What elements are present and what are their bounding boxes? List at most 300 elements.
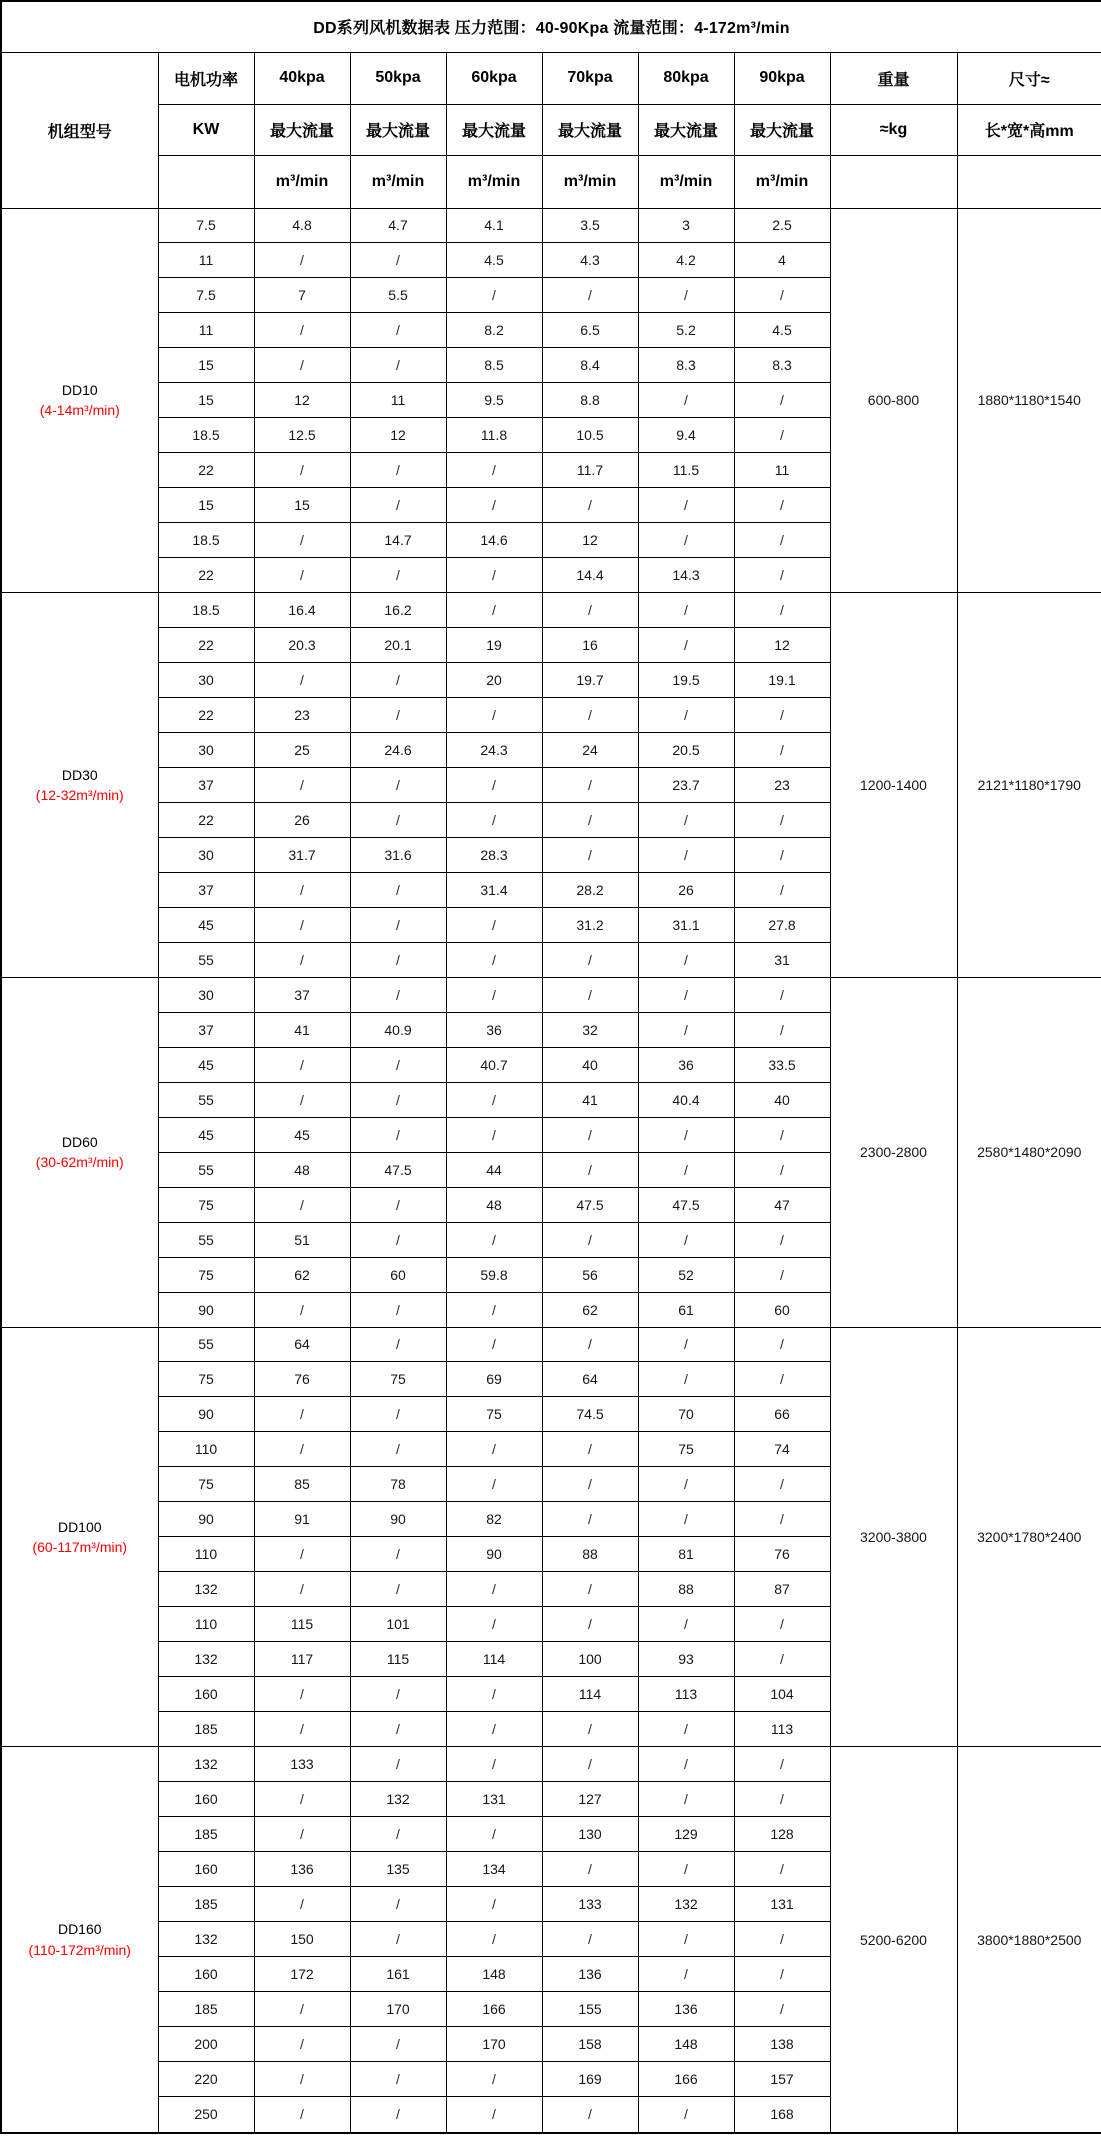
- flow-cell: /: [350, 348, 446, 383]
- weight-cell: 600-800: [830, 208, 957, 593]
- flow-cell: /: [350, 698, 446, 733]
- flow-cell: 166: [638, 2061, 734, 2096]
- flow-cell: /: [446, 907, 542, 942]
- size-cell: 3800*1880*2500: [957, 1747, 1101, 2133]
- header-row-3: [1, 155, 1101, 208]
- flow-cell: /: [638, 802, 734, 837]
- flow-cell: /: [446, 1467, 542, 1502]
- flow-cell: 129: [638, 1817, 734, 1852]
- flow-cell: /: [638, 1852, 734, 1887]
- flow-cell: 44: [446, 1152, 542, 1187]
- kw-cell: 160: [158, 1677, 254, 1712]
- flow-cell: /: [638, 278, 734, 313]
- flow-cell: /: [734, 1467, 830, 1502]
- flow-cell: 56: [542, 1257, 638, 1292]
- flow-cell: /: [446, 1117, 542, 1152]
- flow-cell: /: [734, 383, 830, 418]
- flow-cell: /: [638, 523, 734, 558]
- weight-cell: 3200-3800: [830, 1327, 957, 1747]
- flow-cell: 113: [734, 1712, 830, 1747]
- kw-cell: 45: [158, 1117, 254, 1152]
- flow-cell: 62: [254, 1257, 350, 1292]
- flow-cell: 114: [542, 1677, 638, 1712]
- flow-cell: /: [350, 1117, 446, 1152]
- kw-cell: 22: [158, 453, 254, 488]
- kw-cell: 185: [158, 1817, 254, 1852]
- table-row: [1, 977, 1101, 1012]
- flow-cell: /: [734, 1782, 830, 1817]
- kw-cell: 45: [158, 907, 254, 942]
- flow-cell: /: [446, 1327, 542, 1362]
- flow-cell: 75: [446, 1397, 542, 1432]
- model-flow-range: (30-62m³/min): [35, 1154, 124, 1171]
- kw-cell: 250: [158, 2096, 254, 2133]
- model-cell: [1, 1327, 158, 1747]
- flow-cell: 31.7: [254, 837, 350, 872]
- model-cell: [1, 1747, 158, 2133]
- table-body: [1, 208, 1101, 2133]
- flow-cell: 24.3: [446, 733, 542, 768]
- flow-cell: 19.1: [734, 663, 830, 698]
- flow-cell: /: [254, 243, 350, 278]
- header-empty: [830, 155, 957, 208]
- flow-cell: 4.1: [446, 208, 542, 243]
- flow-cell: /: [350, 243, 446, 278]
- flow-cell: /: [542, 977, 638, 1012]
- flow-cell: /: [446, 593, 542, 628]
- kw-cell: 160: [158, 1956, 254, 1991]
- header-row-2: [1, 104, 1101, 155]
- kw-cell: 18.5: [158, 418, 254, 453]
- flow-cell: 115: [254, 1607, 350, 1642]
- flow-cell: /: [542, 698, 638, 733]
- flow-cell: 69: [446, 1362, 542, 1397]
- flow-cell: 52: [638, 1257, 734, 1292]
- flow-cell: /: [446, 1747, 542, 1782]
- kw-cell: 110: [158, 1607, 254, 1642]
- flow-cell: /: [254, 2096, 350, 2133]
- flow-cell: /: [734, 1747, 830, 1782]
- flow-cell: 155: [542, 1991, 638, 2026]
- header-flow-unit: m³/min: [350, 155, 446, 208]
- flow-cell: /: [734, 1222, 830, 1257]
- kw-cell: 132: [158, 1921, 254, 1956]
- flow-cell: 81: [638, 1537, 734, 1572]
- flow-cell: 104: [734, 1677, 830, 1712]
- flow-cell: /: [542, 1502, 638, 1537]
- flow-cell: 136: [254, 1852, 350, 1887]
- kw-cell: 90: [158, 1292, 254, 1327]
- flow-cell: /: [350, 1921, 446, 1956]
- flow-cell: /: [734, 1012, 830, 1047]
- flow-cell: /: [446, 1607, 542, 1642]
- header-max-flow: 最大流量: [542, 104, 638, 155]
- flow-cell: /: [638, 977, 734, 1012]
- header-pressure-40kpa: 40kpa: [254, 52, 350, 104]
- flow-cell: 132: [350, 1782, 446, 1817]
- flow-cell: 47: [734, 1187, 830, 1222]
- flow-cell: /: [254, 1712, 350, 1747]
- flow-cell: /: [542, 1327, 638, 1362]
- flow-cell: /: [350, 1292, 446, 1327]
- flow-cell: 28.2: [542, 872, 638, 907]
- kw-cell: 90: [158, 1397, 254, 1432]
- model-cell: [1, 977, 158, 1327]
- kw-cell: 200: [158, 2026, 254, 2061]
- flow-cell: /: [254, 1537, 350, 1572]
- flow-cell: 31.2: [542, 907, 638, 942]
- flow-cell: /: [734, 278, 830, 313]
- flow-cell: /: [638, 698, 734, 733]
- flow-cell: /: [734, 418, 830, 453]
- kw-cell: 160: [158, 1782, 254, 1817]
- flow-cell: 28.3: [446, 837, 542, 872]
- flow-cell: 90: [446, 1537, 542, 1572]
- flow-cell: 148: [446, 1956, 542, 1991]
- flow-cell: /: [350, 488, 446, 523]
- kw-cell: 110: [158, 1537, 254, 1572]
- kw-cell: 132: [158, 1572, 254, 1607]
- flow-cell: /: [638, 628, 734, 663]
- flow-cell: 87: [734, 1572, 830, 1607]
- kw-cell: 15: [158, 383, 254, 418]
- flow-cell: 33.5: [734, 1047, 830, 1082]
- flow-cell: 75: [638, 1432, 734, 1467]
- flow-cell: /: [254, 1782, 350, 1817]
- flow-cell: /: [254, 1432, 350, 1467]
- flow-cell: /: [638, 1921, 734, 1956]
- header-max-flow: 最大流量: [734, 104, 830, 155]
- flow-cell: 157: [734, 2061, 830, 2096]
- flow-cell: 62: [542, 1292, 638, 1327]
- flow-cell: 168: [734, 2096, 830, 2133]
- flow-cell: 6.5: [542, 313, 638, 348]
- kw-cell: 75: [158, 1257, 254, 1292]
- flow-cell: 31.4: [446, 872, 542, 907]
- flow-cell: /: [638, 1607, 734, 1642]
- flow-cell: /: [254, 1047, 350, 1082]
- flow-cell: /: [350, 1747, 446, 1782]
- flow-cell: 20.3: [254, 628, 350, 663]
- flow-cell: 3.5: [542, 208, 638, 243]
- flow-cell: 113: [638, 1677, 734, 1712]
- flow-cell: 41: [254, 1012, 350, 1047]
- flow-cell: 16.4: [254, 593, 350, 628]
- flow-cell: /: [350, 1397, 446, 1432]
- flow-cell: /: [446, 1292, 542, 1327]
- kw-cell: 55: [158, 942, 254, 977]
- flow-cell: 31.6: [350, 837, 446, 872]
- flow-cell: 128: [734, 1817, 830, 1852]
- kw-cell: 160: [158, 1852, 254, 1887]
- flow-cell: /: [446, 1817, 542, 1852]
- weight-cell: 1200-1400: [830, 593, 957, 978]
- header-weight: 重量: [830, 52, 957, 104]
- flow-cell: 41: [542, 1082, 638, 1117]
- flow-cell: 32: [542, 1012, 638, 1047]
- kw-cell: 7.5: [158, 278, 254, 313]
- flow-cell: /: [350, 1712, 446, 1747]
- flow-cell: 24: [542, 733, 638, 768]
- flow-cell: /: [254, 1887, 350, 1922]
- flow-cell: /: [542, 1607, 638, 1642]
- kw-cell: 185: [158, 1712, 254, 1747]
- flow-cell: 4.5: [446, 243, 542, 278]
- kw-cell: 220: [158, 2061, 254, 2096]
- model-flow-range: (12-32m³/min): [35, 786, 124, 803]
- flow-cell: 170: [350, 1991, 446, 2026]
- header-flow-unit: m³/min: [542, 155, 638, 208]
- flow-cell: /: [254, 768, 350, 803]
- flow-cell: 8.5: [446, 348, 542, 383]
- flow-cell: /: [638, 837, 734, 872]
- flow-cell: /: [446, 2096, 542, 2133]
- header-pressure-80kpa: 80kpa: [638, 52, 734, 104]
- flow-cell: 8.4: [542, 348, 638, 383]
- flow-cell: /: [446, 2061, 542, 2096]
- kw-cell: 30: [158, 663, 254, 698]
- flow-cell: /: [446, 1082, 542, 1117]
- flow-cell: /: [734, 1327, 830, 1362]
- kw-cell: 11: [158, 313, 254, 348]
- flow-cell: 60: [734, 1292, 830, 1327]
- flow-cell: /: [350, 1187, 446, 1222]
- flow-cell: 74: [734, 1432, 830, 1467]
- flow-cell: /: [446, 278, 542, 313]
- flow-cell: /: [638, 2096, 734, 2133]
- flow-cell: 47.5: [638, 1187, 734, 1222]
- model-flow-range: (4-14m³/min): [39, 402, 120, 419]
- flow-cell: /: [446, 802, 542, 837]
- kw-cell: 37: [158, 1012, 254, 1047]
- flow-cell: /: [350, 663, 446, 698]
- flow-cell: 136: [638, 1991, 734, 2026]
- size-cell: 1880*1180*1540: [957, 208, 1101, 593]
- flow-cell: /: [542, 768, 638, 803]
- flow-cell: /: [542, 1432, 638, 1467]
- flow-cell: /: [254, 2061, 350, 2096]
- kw-cell: 22: [158, 802, 254, 837]
- flow-cell: 9.4: [638, 418, 734, 453]
- kw-cell: 30: [158, 837, 254, 872]
- flow-cell: /: [446, 488, 542, 523]
- flow-cell: /: [638, 1747, 734, 1782]
- flow-cell: /: [446, 1677, 542, 1712]
- flow-cell: /: [350, 1082, 446, 1117]
- flow-cell: /: [638, 1222, 734, 1257]
- title-row: [1, 1, 1101, 52]
- flow-cell: 11.5: [638, 453, 734, 488]
- table-row: [1, 208, 1101, 243]
- kw-cell: 22: [158, 628, 254, 663]
- flow-cell: /: [350, 313, 446, 348]
- flow-cell: /: [350, 977, 446, 1012]
- flow-cell: /: [542, 942, 638, 977]
- flow-cell: /: [254, 1677, 350, 1712]
- flow-cell: /: [254, 1187, 350, 1222]
- flow-cell: /: [542, 488, 638, 523]
- header-size: 尺寸≈: [957, 52, 1101, 104]
- flow-cell: 12: [734, 628, 830, 663]
- flow-cell: 131: [446, 1782, 542, 1817]
- flow-cell: 133: [254, 1747, 350, 1782]
- flow-cell: /: [350, 802, 446, 837]
- flow-cell: /: [446, 1222, 542, 1257]
- flow-cell: 4.2: [638, 243, 734, 278]
- model-flow-range: (110-172m³/min): [28, 1941, 131, 1958]
- flow-cell: 9.5: [446, 383, 542, 418]
- flow-cell: /: [638, 488, 734, 523]
- size-cell: 2580*1480*2090: [957, 977, 1101, 1327]
- flow-cell: 158: [542, 2026, 638, 2061]
- flow-cell: /: [542, 1572, 638, 1607]
- flow-cell: 45: [254, 1117, 350, 1152]
- flow-cell: /: [446, 977, 542, 1012]
- flow-cell: /: [254, 872, 350, 907]
- flow-cell: 19: [446, 628, 542, 663]
- flow-cell: 24.6: [350, 733, 446, 768]
- flow-cell: /: [734, 1117, 830, 1152]
- flow-cell: 117: [254, 1642, 350, 1677]
- flow-cell: /: [638, 1152, 734, 1187]
- kw-cell: 55: [158, 1152, 254, 1187]
- flow-cell: 66: [734, 1397, 830, 1432]
- kw-cell: 22: [158, 698, 254, 733]
- flow-cell: /: [350, 1537, 446, 1572]
- flow-cell: /: [350, 2096, 446, 2133]
- flow-cell: /: [734, 1956, 830, 1991]
- flow-cell: /: [734, 1991, 830, 2026]
- flow-cell: 47.5: [542, 1187, 638, 1222]
- flow-cell: /: [542, 278, 638, 313]
- flow-cell: 23: [254, 698, 350, 733]
- flow-cell: /: [734, 488, 830, 523]
- flow-cell: /: [254, 663, 350, 698]
- flow-cell: 74.5: [542, 1397, 638, 1432]
- flow-cell: /: [254, 453, 350, 488]
- flow-cell: /: [350, 1222, 446, 1257]
- flow-cell: /: [638, 1782, 734, 1817]
- flow-cell: /: [638, 1956, 734, 1991]
- kw-cell: 185: [158, 1991, 254, 2026]
- flow-cell: 23.7: [638, 768, 734, 803]
- flow-cell: 4.5: [734, 313, 830, 348]
- flow-cell: /: [542, 1467, 638, 1502]
- kw-cell: 75: [158, 1467, 254, 1502]
- flow-cell: /: [446, 698, 542, 733]
- flow-cell: /: [446, 1921, 542, 1956]
- flow-cell: 36: [638, 1047, 734, 1082]
- flow-cell: 3: [638, 208, 734, 243]
- header-pressure-90kpa: 90kpa: [734, 52, 830, 104]
- flow-cell: 90: [350, 1502, 446, 1537]
- flow-cell: 11: [350, 383, 446, 418]
- flow-cell: 8.3: [638, 348, 734, 383]
- flow-cell: 138: [734, 2026, 830, 2061]
- kw-cell: 55: [158, 1222, 254, 1257]
- flow-cell: 12: [254, 383, 350, 418]
- kw-cell: 55: [158, 1082, 254, 1117]
- flow-cell: 64: [254, 1327, 350, 1362]
- flow-cell: /: [446, 453, 542, 488]
- kw-cell: 75: [158, 1187, 254, 1222]
- flow-cell: 60: [350, 1257, 446, 1292]
- flow-cell: 48: [254, 1152, 350, 1187]
- flow-cell: /: [350, 1572, 446, 1607]
- kw-cell: 18.5: [158, 523, 254, 558]
- flow-cell: /: [734, 1152, 830, 1187]
- flow-cell: /: [350, 1047, 446, 1082]
- flow-cell: 5.5: [350, 278, 446, 313]
- flow-cell: /: [734, 1362, 830, 1397]
- flow-cell: /: [446, 1432, 542, 1467]
- flow-cell: 14.3: [638, 558, 734, 593]
- flow-cell: 40: [542, 1047, 638, 1082]
- size-cell: 2121*1180*1790: [957, 593, 1101, 978]
- flow-cell: /: [734, 837, 830, 872]
- kw-cell: 15: [158, 348, 254, 383]
- kw-cell: 110: [158, 1432, 254, 1467]
- flow-cell: /: [734, 558, 830, 593]
- flow-cell: /: [446, 942, 542, 977]
- kw-cell: 45: [158, 1047, 254, 1082]
- flow-cell: 4.3: [542, 243, 638, 278]
- flow-cell: /: [350, 1817, 446, 1852]
- header-pressure-70kpa: 70kpa: [542, 52, 638, 104]
- flow-cell: 150: [254, 1921, 350, 1956]
- flow-cell: /: [350, 2026, 446, 2061]
- flow-cell: 148: [638, 2026, 734, 2061]
- kw-cell: 18.5: [158, 593, 254, 628]
- header-flow-unit: m³/min: [638, 155, 734, 208]
- flow-cell: /: [446, 1572, 542, 1607]
- flow-cell: 5.2: [638, 313, 734, 348]
- header-flow-unit: m³/min: [446, 155, 542, 208]
- flow-cell: 100: [542, 1642, 638, 1677]
- header-flow-unit: m³/min: [254, 155, 350, 208]
- flow-cell: 19.5: [638, 663, 734, 698]
- flow-cell: 16: [542, 628, 638, 663]
- header-row-1: [1, 52, 1101, 104]
- kw-cell: 22: [158, 558, 254, 593]
- kw-cell: 37: [158, 872, 254, 907]
- model-cell: [1, 593, 158, 978]
- flow-cell: /: [734, 593, 830, 628]
- flow-cell: /: [638, 1012, 734, 1047]
- flow-cell: 20: [446, 663, 542, 698]
- flow-cell: /: [350, 558, 446, 593]
- flow-cell: 26: [254, 802, 350, 837]
- flow-cell: 4.8: [254, 208, 350, 243]
- header-power-unit: KW: [158, 104, 254, 155]
- flow-cell: /: [734, 1921, 830, 1956]
- flow-cell: /: [542, 1152, 638, 1187]
- flow-cell: /: [254, 1572, 350, 1607]
- flow-cell: /: [350, 1887, 446, 1922]
- flow-cell: /: [446, 558, 542, 593]
- header-model: 机组型号: [1, 52, 158, 208]
- flow-cell: /: [638, 1327, 734, 1362]
- flow-cell: 31.1: [638, 907, 734, 942]
- flow-cell: 12.5: [254, 418, 350, 453]
- header-max-flow: 最大流量: [350, 104, 446, 155]
- flow-cell: 14.4: [542, 558, 638, 593]
- flow-cell: /: [254, 2026, 350, 2061]
- flow-cell: /: [638, 1712, 734, 1747]
- flow-cell: /: [734, 1502, 830, 1537]
- flow-cell: 76: [734, 1537, 830, 1572]
- flow-cell: 47.5: [350, 1152, 446, 1187]
